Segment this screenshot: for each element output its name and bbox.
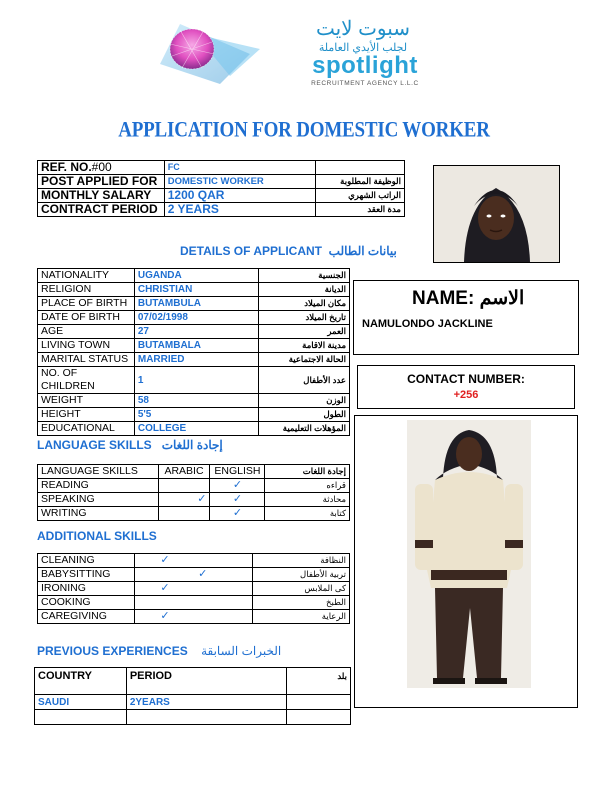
ref-no-value: FC: [164, 161, 316, 175]
header-table: [37, 160, 405, 217]
skill-tick-icon: ✓: [134, 610, 195, 624]
table-row: [38, 596, 350, 610]
table-row: [38, 554, 350, 568]
detail-arabic: عدد الأطفال: [259, 367, 350, 394]
contact-number: +256: [453, 389, 479, 401]
detail-value: BUTAMBULA: [134, 297, 259, 311]
detail-label: HEIGHT: [38, 408, 135, 422]
logo-agency: RECRUITMENT AGENCY L.L.C: [311, 80, 419, 87]
detail-arabic: العمر: [259, 325, 350, 339]
skill-arabic: النظافة: [253, 554, 350, 568]
detail-value: UGANDA: [134, 269, 259, 283]
skill-label: IRONING: [38, 582, 135, 596]
table-row: [38, 367, 350, 394]
table-row: [38, 189, 405, 203]
experience-country: SAUDI: [35, 695, 127, 710]
logo-brand: spotlight: [312, 52, 418, 79]
arabic-tick-icon: ✓: [158, 493, 210, 507]
table-row: [38, 610, 350, 624]
col-header-country-ar: بلد: [287, 668, 351, 695]
col-header-language: LANGUAGE SKILLS: [38, 465, 159, 479]
col-header-arabic-label: إجادة اللغات: [265, 465, 350, 479]
skill-tick-icon: [134, 596, 195, 610]
detail-arabic: الوزن: [259, 394, 350, 408]
detail-label: DATE OF BIRTH: [38, 311, 135, 325]
contact-label: CONTACT NUMBER:: [407, 372, 525, 386]
table-row: [38, 203, 405, 217]
skill-tick-icon: ✓: [195, 568, 253, 582]
name-label: NAME: الاسم: [412, 288, 525, 309]
skill-label: COOKING: [38, 596, 135, 610]
language-label: READING: [38, 479, 159, 493]
skill-label: BABYSITTING: [38, 568, 135, 582]
skill-label: CLEANING: [38, 554, 135, 568]
detail-arabic: تاريخ الميلاد: [259, 311, 350, 325]
detail-label: LIVING TOWN: [38, 339, 135, 353]
language-arabic-label: محادثة: [265, 493, 350, 507]
language-arabic-label: قراءه: [265, 479, 350, 493]
detail-label: NATIONALITY: [38, 269, 135, 283]
page-title: APPLICATION FOR DOMESTIC WORKER: [118, 118, 490, 143]
ref-no-label: REF. NO.#00: [38, 161, 165, 175]
table-row: [38, 283, 350, 297]
skill-tick-icon: ✓: [134, 582, 195, 596]
details-heading: DETAILS OF APPLICANT بيانات الطالب: [180, 244, 397, 258]
skill-arabic: الرعاية: [253, 610, 350, 624]
post-applied-value: DOMESTIC WORKER: [164, 175, 316, 189]
arabic-tick-icon: [158, 479, 210, 493]
arabic-tick-icon: [158, 507, 210, 521]
detail-label: EDUCATIONAL: [38, 422, 135, 436]
skill-tick-icon: [195, 554, 253, 568]
post-applied-label: POST APPLIED FOR: [38, 175, 165, 189]
skill-tick-icon: [195, 596, 253, 610]
detail-arabic: الديانة: [259, 283, 350, 297]
salary-value: 1200 QAR: [164, 189, 316, 203]
detail-value: BUTAMBALA: [134, 339, 259, 353]
language-label: WRITING: [38, 507, 159, 521]
logo-arabic-name: سبوت لايت: [315, 18, 411, 40]
applicant-full-photo: [407, 420, 531, 688]
experience-period: [126, 710, 286, 725]
col-header-country: COUNTRY: [35, 668, 127, 695]
detail-value: COLLEGE: [134, 422, 259, 436]
detail-value: 5'5: [134, 408, 259, 422]
language-heading: LANGUAGE SKILLS إجادة اللغات: [37, 438, 223, 452]
full-photo-box: [354, 415, 578, 708]
contract-arabic: مدة العقد: [316, 203, 405, 217]
experience-heading: PREVIOUS EXPERIENCES الخبرات السابقة: [37, 644, 282, 658]
applicant-name: NAMULONDO JACKLINE: [362, 318, 493, 330]
detail-arabic: مكان الميلاد: [259, 297, 350, 311]
detail-label: AGE: [38, 325, 135, 339]
salary-label: MONTHLY SALARY: [38, 189, 165, 203]
english-tick-icon: ✓: [210, 479, 265, 493]
col-header-english: ENGLISH: [210, 465, 265, 479]
table-row: [35, 695, 351, 710]
table-row: [38, 394, 350, 408]
detail-value: 27: [134, 325, 259, 339]
table-row: [38, 422, 350, 436]
detail-value: MARRIED: [134, 353, 259, 367]
detail-label: NO. OF CHILDREN: [38, 367, 135, 394]
detail-arabic: مدينة الاقامة: [259, 339, 350, 353]
name-box: [353, 280, 579, 355]
skill-arabic: تربية الأطفال: [253, 568, 350, 582]
experience-period: 2YEARS: [126, 695, 286, 710]
language-table: [37, 464, 350, 521]
portrait-photo-icon: [434, 166, 559, 262]
detail-arabic: المؤهلات التعليمية: [259, 422, 350, 436]
skill-tick-icon: [195, 582, 253, 596]
skill-arabic: كى الملابس: [253, 582, 350, 596]
table-row: [38, 269, 350, 283]
table-row: [38, 568, 350, 582]
contract-value: 2 YEARS: [164, 203, 316, 217]
skill-arabic: الطبخ: [253, 596, 350, 610]
table-row: [38, 339, 350, 353]
skill-tick-icon: [134, 568, 195, 582]
english-tick-icon: ✓: [210, 493, 265, 507]
table-row: [38, 479, 350, 493]
detail-label: RELIGION: [38, 283, 135, 297]
table-row: [38, 493, 350, 507]
detail-arabic: الجنسية: [259, 269, 350, 283]
table-row: [38, 161, 405, 175]
table-row: [38, 311, 350, 325]
additional-heading: ADDITIONAL SKILLS: [37, 529, 157, 543]
additional-skills-table: [37, 553, 350, 624]
detail-value: 1: [134, 367, 259, 394]
skill-tick-icon: [195, 610, 253, 624]
table-header-row: [35, 668, 351, 695]
detail-value: 58: [134, 394, 259, 408]
detail-label: MARITAL STATUS: [38, 353, 135, 367]
ref-no-arabic: [316, 161, 405, 175]
table-row: [38, 353, 350, 367]
logo-arabic-sub: لجلب الأيدي العاملة: [318, 42, 408, 54]
experience-country: [35, 710, 127, 725]
detail-arabic: الطول: [259, 408, 350, 422]
post-applied-arabic: الوظيفة المطلوبة: [316, 175, 405, 189]
table-header-row: [38, 465, 350, 479]
experience-extra: [287, 695, 351, 710]
details-table: [37, 268, 350, 436]
contact-box: [357, 365, 575, 409]
contract-label: CONTRACT PERIOD: [38, 203, 165, 217]
full-body-photo-icon: [407, 420, 531, 688]
applicant-portrait: [433, 165, 560, 263]
english-tick-icon: ✓: [210, 507, 265, 521]
detail-label: PLACE OF BIRTH: [38, 297, 135, 311]
company-logo: [150, 14, 450, 94]
col-header-period: PERIOD: [126, 668, 286, 695]
detail-value: 07/02/1998: [134, 311, 259, 325]
language-label: SPEAKING: [38, 493, 159, 507]
skill-tick-icon: ✓: [134, 554, 195, 568]
col-header-arabic: ARABIC: [158, 465, 210, 479]
salary-arabic: الراتب الشهري: [316, 189, 405, 203]
skill-label: CAREGIVING: [38, 610, 135, 624]
table-row: [38, 507, 350, 521]
detail-value: CHRISTIAN: [134, 283, 259, 297]
experience-table: [34, 667, 351, 725]
table-row: [35, 710, 351, 725]
detail-label: WEIGHT: [38, 394, 135, 408]
table-row: [38, 297, 350, 311]
table-row: [38, 408, 350, 422]
detail-arabic: الحالة الاجتماعية: [259, 353, 350, 367]
experience-extra: [287, 710, 351, 725]
table-row: [38, 325, 350, 339]
table-row: [38, 582, 350, 596]
language-arabic-label: كتابة: [265, 507, 350, 521]
table-row: [38, 175, 405, 189]
